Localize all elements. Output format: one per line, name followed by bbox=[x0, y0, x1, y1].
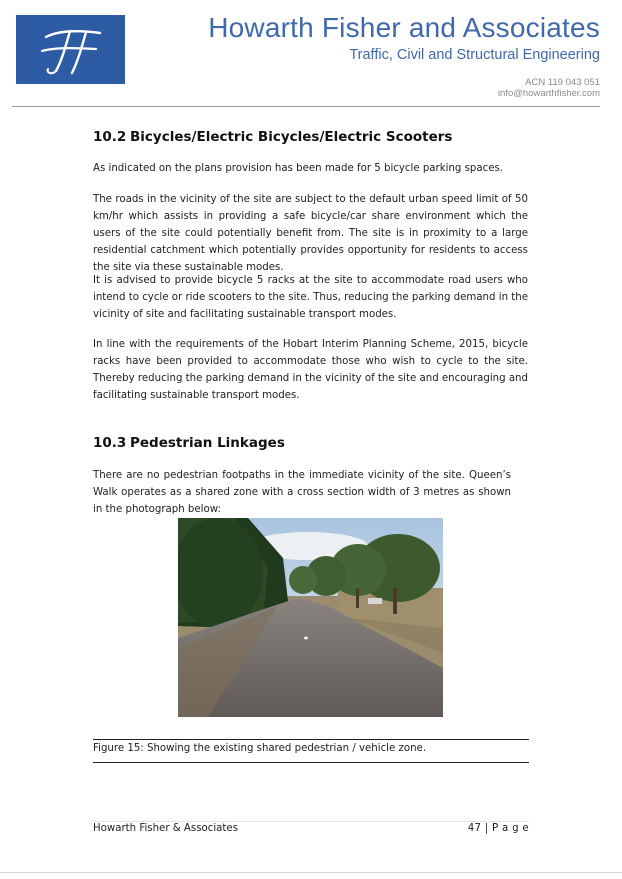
road-photo-image bbox=[178, 518, 443, 717]
section-heading-bicycles bbox=[93, 129, 452, 145]
company-tagline: Traffic, Civil and Structural Engineering bbox=[349, 47, 600, 63]
hf-monogram-icon bbox=[16, 15, 125, 84]
section-title: Bicycles/Electric Bicycles/Electric Scooters bbox=[130, 129, 453, 145]
caption-top-rule bbox=[93, 739, 529, 740]
footer-divider bbox=[93, 821, 529, 822]
section-number: 10.3 bbox=[93, 435, 127, 451]
paragraph: As indicated on the plans provision has been made for 5 bicycle parking spaces. bbox=[93, 163, 504, 174]
paragraph: It is advised to provide bicycle 5 racks at the site to accommodate road users who intend to cycle or ride scooters to the site. Thus, reducing the parking demand in the vicinity of site and facilitating sustainable transport modes. bbox=[93, 275, 528, 320]
paragraph: The roads in the vicinity of the site are subject to the default urban speed limit of 50 km/hr which assists in providing a safe bicycle/car share environment which the users of the site could potentially benefit from. The site is in proximity to a large residential catchment which potentially provides opportunity for residents to access the site via these sustainable modes. bbox=[93, 194, 528, 273]
paragraph: There are no pedestrian footpaths in the immediate vicinity of the site. Queen’s Walk operates as a shared zone with a cross section width of 3 metres as shown in the photograph below: bbox=[93, 470, 511, 515]
contact-email: info@howarthfisher.com bbox=[497, 88, 600, 99]
section-heading-pedestrian bbox=[93, 435, 285, 451]
figure-caption: Figure 15: Showing the existing shared pedestrian / vehicle zone. bbox=[93, 743, 427, 754]
section-number: 10.2 bbox=[93, 129, 127, 145]
shared-zone-photo bbox=[178, 518, 443, 717]
page-number: 47 | P a g e bbox=[467, 823, 529, 834]
header-divider bbox=[12, 106, 600, 107]
footer-company: Howarth Fisher & Associates bbox=[93, 823, 238, 834]
page-edge bbox=[0, 872, 622, 873]
acn-number: ACN 119 043 051 bbox=[525, 77, 600, 88]
company-name: Howarth Fisher and Associates bbox=[208, 12, 600, 43]
section-title: Pedestrian Linkages bbox=[130, 435, 285, 451]
logo bbox=[16, 15, 125, 84]
caption-bottom-rule bbox=[93, 762, 529, 763]
paragraph: In line with the requirements of the Hobart Interim Planning Scheme, 2015, bicycle racks have been provided to accommodate those who wish to cycle to the site. Thereby reducing the parking demand in the vicinity of the site and encouraging and facilitating sustainable transport modes. bbox=[93, 339, 528, 401]
